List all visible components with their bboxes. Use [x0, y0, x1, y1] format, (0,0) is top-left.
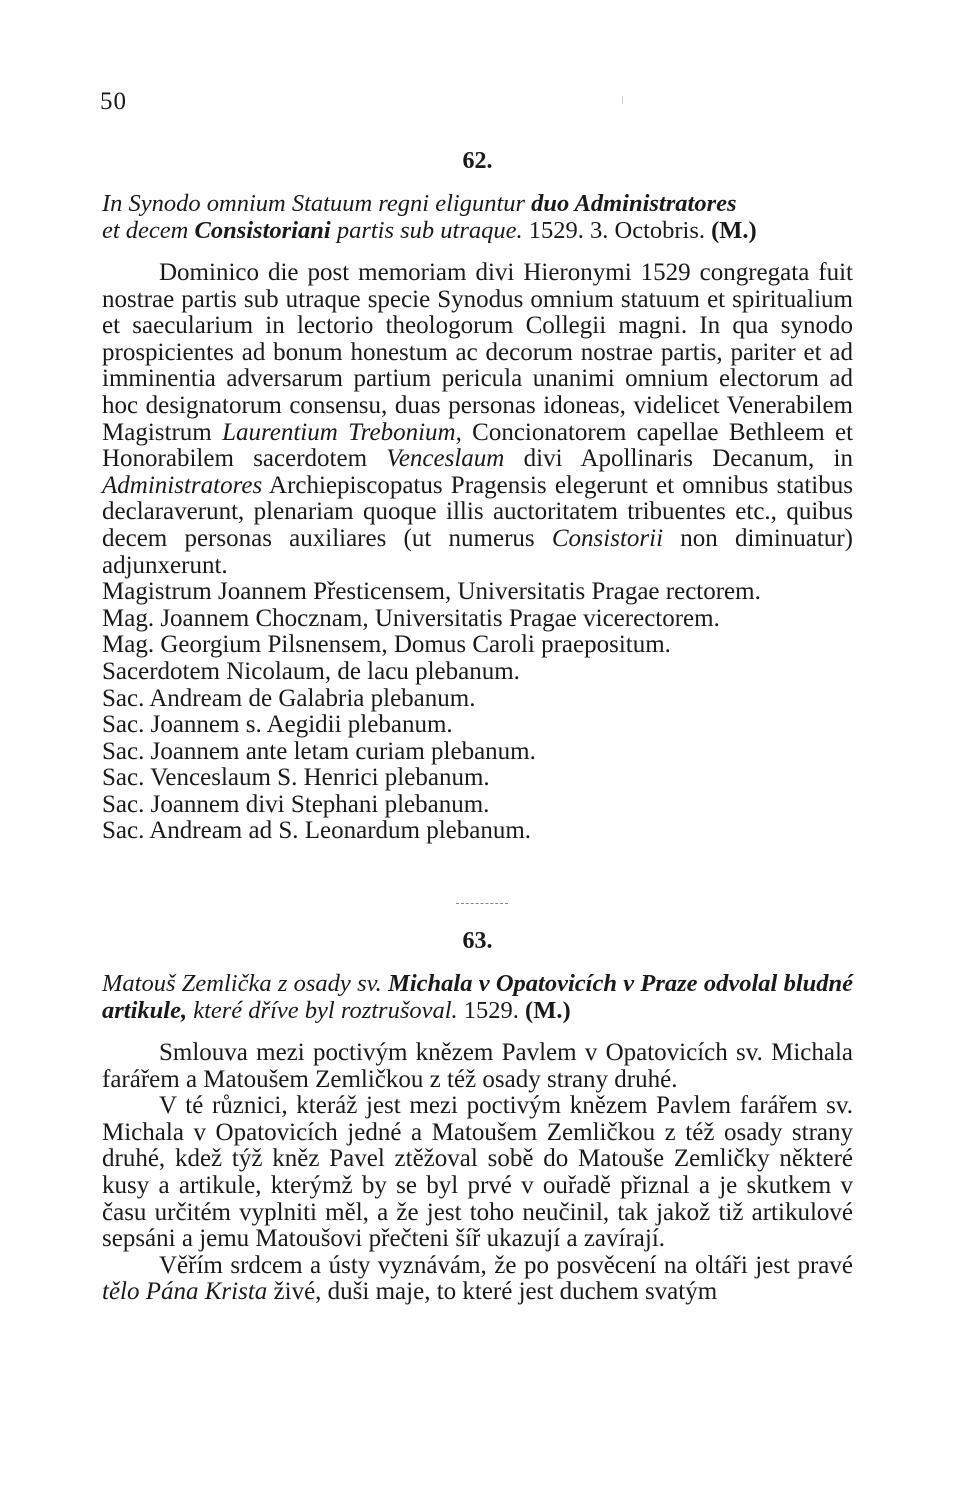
name-emphasis: tělo Pána Krista — [102, 1278, 268, 1306]
list-item: Mag. Georgium Pilsnensem, Domus Caroli praepositum. — [102, 631, 671, 659]
body-paragraph — [102, 1253, 853, 1306]
names-list — [102, 579, 853, 845]
list-item: Magistrum Joannem Přesticensem, Universitatis Pragae rectorem. — [102, 578, 761, 606]
paragraph-text: Archiepiscopatus Pragensis elegerunt et omnibus statibus declaraverunt, plenariam quoque illis auctoritatem tribuentes etc., quibus decem personas auxiliares (ut numerus — [102, 471, 853, 552]
list-item: Sacerdotem Nicolaum, de lacu plebanum. — [102, 657, 520, 685]
heading-date: 1529. 3. Octobris. — [522, 217, 712, 244]
list-item: Sac. Joannem divi Stephani plebanum. — [102, 790, 490, 818]
heading-source: (M.) — [525, 997, 571, 1024]
body-paragraph: V té různici, kteráž jest mezi poctivým knězem Pavlem farářem sv. Michala v Opatovicích jedné a Matoušem Zemličkou z též osady strany druhé, kdež týž kněz Pavel ztěžoval sobě do Matouše Zemličky některé kusy a artikule, kterýmž by se byl prvé v ouřadě přiznal a je skutkem v času určitém vyplniti měl, a že jest toho neučinil, tak jakož tiž artikulové sepsáni a jemu Matoušovi přečteni šíř ukazují a zavírají. — [102, 1092, 853, 1253]
paragraph-text: , Concionatorem capellae Bethleem et Honorabilem sacerdotem — [102, 418, 854, 473]
paragraph-text: Věřím srdcem a ústy vyznávám, že po posvěcení na oltáři jest pravé — [159, 1251, 853, 1279]
name-emphasis: Administratores — [102, 471, 263, 499]
list-item: Sac. Venceslaum S. Henrici plebanum. — [102, 764, 490, 792]
section-63 — [102, 926, 853, 1306]
list-item: Sac. Andream de Galabria plebanum. — [102, 684, 476, 712]
heading-source: (M.) — [711, 217, 757, 244]
paragraph-text: živé, duši maje, to které jest duchem svatým — [267, 1278, 718, 1306]
heading-text: Matouš Zemlička z osady sv. — [102, 970, 389, 997]
paragraph-text: non diminuatur) adjunxerunt. — [102, 524, 854, 579]
paragraph-text: Dominico die post memoriam divi Hieronymi 1529 congregata fuit nostrae partis sub utraque specie Synodus omnium statuum et spiritualium et saecularium in lectorio theologorum Collegii magni. In qua synodo prospicientes ad bonum honestum ac decorum nostrae partis, pariter et ad imminentia adversarum partium pericula unanimi omnium electorum ad hoc designatorum consensu, duas personas idoneas, videlicet Venerabilem Magistrum — [102, 259, 853, 446]
heading-text: et decem — [102, 217, 195, 244]
section-number: 62. — [462, 148, 493, 174]
print-speck — [622, 96, 623, 104]
section-heading — [102, 970, 853, 1024]
page-number: 50 — [100, 88, 127, 115]
heading-text: In Synodo omnium Statuum regni eliguntur — [102, 190, 532, 217]
section-heading — [102, 190, 853, 244]
name-emphasis: Consistorii — [551, 524, 664, 552]
list-item: Sac. Andream ad S. Leonardum plebanum. — [102, 817, 532, 845]
heading-date: 1529. — [457, 997, 526, 1024]
list-item: Mag. Joannem Chocznam, Universitatis Pragae vicerectorem. — [102, 604, 720, 632]
section-divider — [456, 903, 508, 904]
list-item: Sac. Joannem s. Aegidii plebanum. — [102, 711, 453, 739]
heading-emphasis: Consistoriani — [194, 217, 331, 244]
body-paragraph: Smlouva mezi poctivým knězem Pavlem v Opatovicích sv. Michala farářem a Matoušem Zemličkou z též osady strany druhé. — [102, 1039, 853, 1093]
heading-emphasis: Michala v Opatovicích v Praze odvolal bludné artikule, — [102, 970, 854, 1024]
section-62 — [102, 146, 853, 845]
heading-text: které dříve byl roztrušoval. — [187, 997, 458, 1024]
body-paragraph — [102, 260, 853, 579]
name-emphasis: Laurentium Trebonium — [222, 418, 456, 446]
heading-emphasis: duo Administratores — [531, 190, 737, 217]
section-number: 63. — [462, 928, 493, 954]
list-item: Sac. Joannem ante letam curiam plebanum. — [102, 737, 536, 765]
heading-text: partis sub utraque. — [330, 217, 523, 244]
paragraph-text: divi Apollinaris Decanum, in — [504, 445, 853, 473]
name-emphasis: Venceslaum — [386, 445, 505, 473]
